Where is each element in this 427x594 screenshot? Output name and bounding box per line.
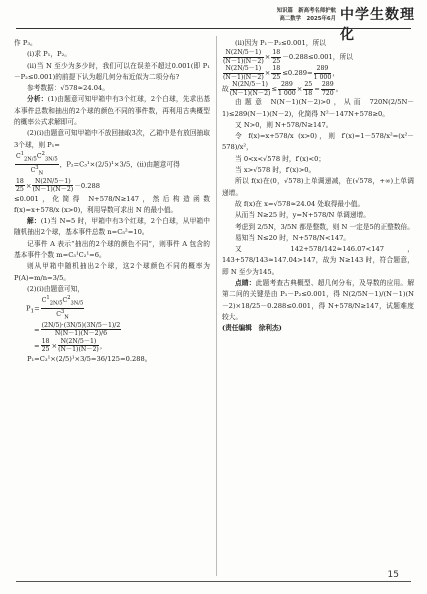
right-line: 从而当 N≥25 时，y=N+578/N 单调递增。	[235, 211, 370, 220]
left-line: P₁=C₃¹×(2/5)¹×3/5=36/125=0.288。	[27, 354, 152, 363]
formula-block: = $\frac{18}{25}$ × $\frac{N(2N/5-1)}{(N-1)(N-2)}$ ，	[34, 337, 107, 354]
left-line: (i)求 P₁，P₂。	[27, 50, 71, 59]
formula-line: $\frac{N(2N/5-1)}{(N-1)(N-2)}$ × $\frac{18}{25}$ ≤0.289= $\frac{289}{1 000}$ ，	[223, 65, 339, 81]
left-line: (2)(i)由题意可知甲箱中不放回抽取3次，乙箱中是有放回抽取3个球，则 P₁=	[14, 129, 210, 149]
magazine-logo: 中学生数理化	[340, 7, 415, 43]
right-line: 易知当 N≤20 时，N+578/N<147。	[235, 233, 351, 242]
formula-line: $\frac{N(2N/5-1)}{(N-1)(N-2)}$ × $\frac{18}{25}$ －0.288≤0.001，所以	[223, 49, 353, 65]
right-line: 所以 f(x)在(0，√578)上单调递减，在(√578，+∞)上单调递增。	[222, 177, 414, 197]
right-line: 又 N>0，则 N+578/N≥147。	[235, 120, 333, 129]
analysis-paragraph: 分析：(1)由题意可知甲箱中有3个红球，2个白球，先求出基本事件总数和抽出的2个球的颜色不同的事件数，再利用古典概型的概率公式求解即可。	[14, 95, 211, 127]
left-column	[14, 38, 210, 365]
column-divider	[216, 36, 217, 576]
right-line: (ii)因为 P₁－P₂≤0.001，所以	[235, 39, 326, 47]
header-rule	[16, 28, 411, 29]
solution-paragraph: 解：(1)当 N=5 时，甲箱中有3个红球，2个白球，从甲箱中随机抽出2个球，基本事件总数 n=C₅²=10。	[14, 217, 210, 237]
issue-line-2: 高二数学 2025年6月	[279, 16, 336, 22]
right-line: 令 f(x)=x+578/x (x>0)，则 f′(x)=1－578/x²=(x²－578)/x²，	[222, 132, 414, 152]
left-line: 作 P₃。	[14, 39, 37, 47]
right-line: 由题意 N(N－1)(N－2)>0，从而 720N(2/5N－1)≤289(N－1)(N－2)，化简得 N²－147N+578≥0。	[222, 98, 414, 118]
issue-info	[244, 7, 336, 23]
formula-line: $\frac{C^1_{2N/5}C^2_{3N/5}}{C^3_N}$ ，P₂=C₃¹×(2/5)¹×3/5，(ii)由题意可得	[16, 150, 180, 177]
left-line: 参考数据：√578≈24.04。	[27, 84, 109, 93]
left-line: ≤0.001，化简得 N+578/N≥147，然后构造函数 f(x)=x+578/x (x>0)，利用导数可求出 N 的最小值。	[14, 194, 210, 214]
right-line: 故 f(x)在 x=√578≈24.04 处取得最小值。	[235, 199, 365, 208]
remark-paragraph: 点睛：此题考查古典概型、超几何分布，及导数的应用。解第二问的关键是由 P₁－P₂≤0.001，得 N(2/5N－1)/(N－1)(N－2)×18/25－0.288≤0.001，得 N+578/N≥147，试题难度较大。	[222, 279, 415, 321]
formula-line: 故 $\frac{N(2N/5-1)}{(N-1)(N-2)}$ ≤ $\frac{289}{1 000}$ × $\frac{25}{18}$ = $\frac{289}{720}$ 。	[222, 81, 343, 97]
issue-line-1: 知识篇 新高考名师护航	[276, 8, 336, 14]
fraction-expr: $\frac{N(2N/5-1)}{(N-1)(N-2)}$	[32, 177, 74, 194]
right-line: 又 142+578/142≈146.07<147，143+578/143≈147.04>147，故为 N≥143 时，符合题意，即 N 至少为145。	[222, 245, 414, 276]
right-line: 当 0<x<√578 时，f′(x)<0；	[235, 154, 326, 163]
fraction-p1: $\frac{C^1_{2N/5}C^2_{3N/5}}{C^3_N}$	[16, 150, 58, 177]
formula-block: = $\frac{(2N/5)\cdot(3N/5)(3N/5-1)/2}{N(N-1)(N-2)/6}$	[34, 321, 121, 338]
formula-line: $\frac{18}{25}$ × $\frac{N(2N/5-1)}{(N-1)(N-2)}$ －0.288	[16, 177, 101, 194]
fraction-18-25: $\frac{18}{25}$	[16, 177, 24, 194]
left-line: (2)(i)由题意可知，	[27, 284, 84, 293]
right-line: 当 x>√578 时，f′(x)>0。	[235, 166, 316, 175]
page-number: 15	[387, 570, 399, 580]
left-line: (ii)当 N 至少为多少时，我们可以在误差不超过0.001(即 P₁－P₂≤0.001)的前提下认为超几何分布近似为二项分布?	[14, 61, 210, 81]
formula-block: $P_1=$ $\frac{C^1_{2N/5}C^2_{3N/5}}{C^3_N}$	[26, 295, 84, 321]
editor-signature: (责任编辑 徐利杰)	[222, 324, 282, 333]
footer-rule	[16, 581, 411, 582]
right-column	[222, 38, 414, 335]
left-line: 则从甲箱中随机抽出2个球，这2个球颜色不同的概率为 P(A)=m/n=3/5。	[14, 262, 210, 282]
right-line: 考虑到 2/5N，3/5N 都是整数，则 N 一定是5的正整数倍。	[235, 222, 414, 231]
left-line: 记事件 A 表示“抽出的2个球的颜色不同”，则事件 A 包含的基本事件个数 m=C₃¹C₂¹=6。	[14, 239, 210, 260]
